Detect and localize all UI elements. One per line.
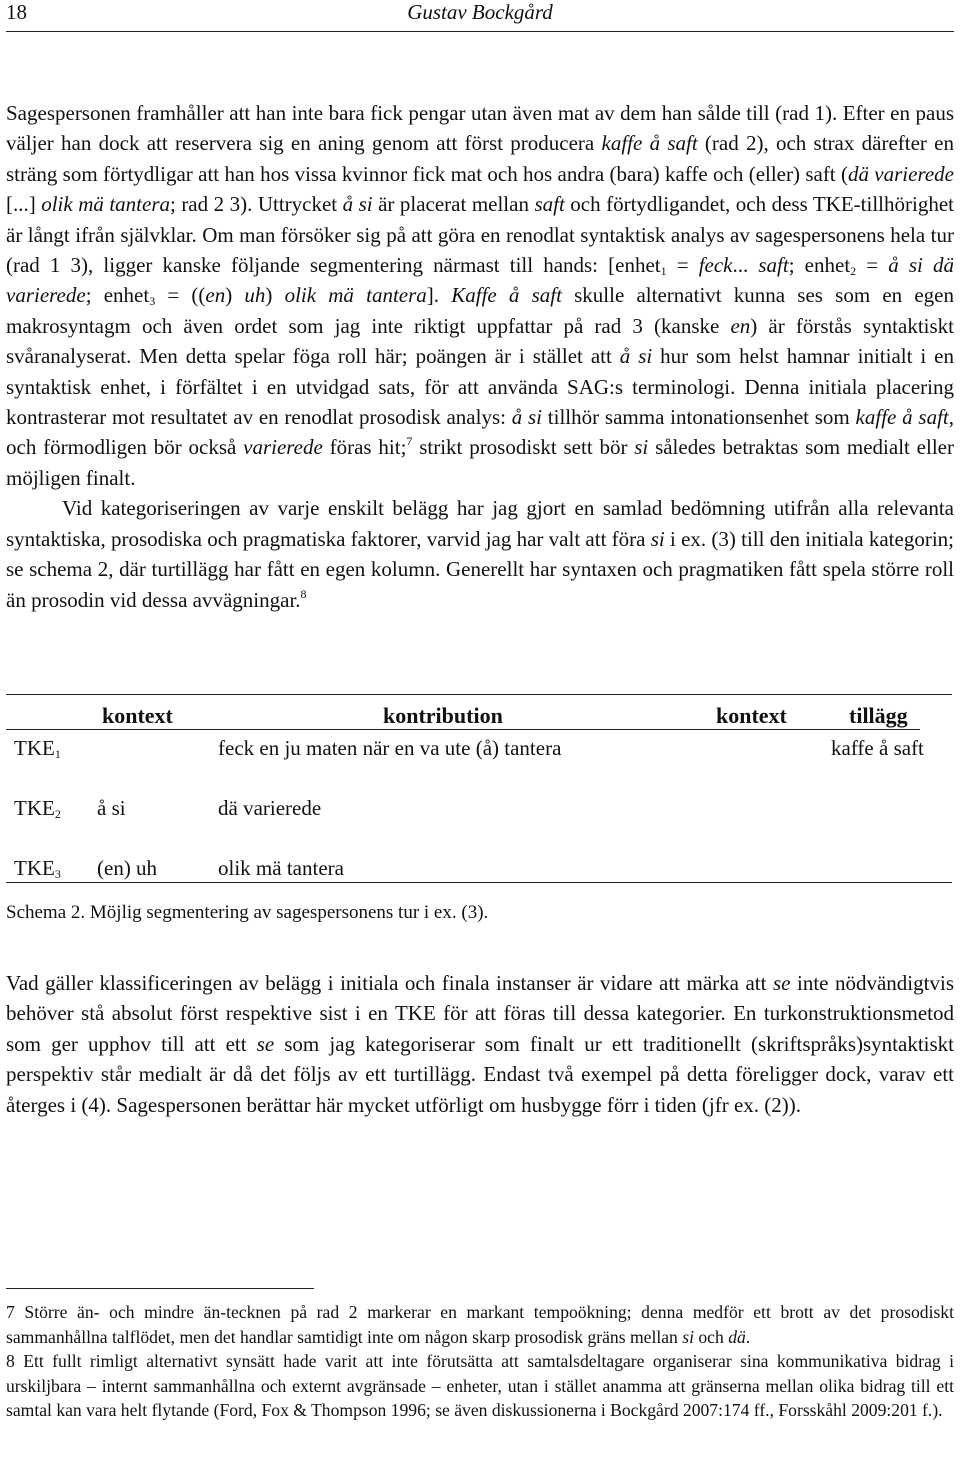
schema-row-3-contribution: olik mä tantera [218, 856, 344, 880]
footnote-ref-8[interactable]: 8 [300, 586, 307, 601]
body-text-lower [6, 968, 954, 1120]
schema-row-1-addition: kaffe å saft [831, 736, 924, 760]
footnote-ref-7[interactable]: 7 [406, 434, 413, 449]
schema-row-3-label: $TKE_3$ [14, 856, 61, 881]
paragraph-1: Sagespersonen framhåller att han inte bara fick pengar utan även mat av dem han sålde till (rad 1). Efter en paus väljer han dock att reservera sig en aning genom att först producera kaffe å saft (rad 2), och strax därefter en sträng som förtydligar att han hos vissa kvinnor fick mat och hos andra (bara) kaffe och (eller) saft (dä varierede [...] olik mä tantera; rad 2 3). Uttrycket å si är placerat mellan saft och förtydligandet, och dess TKE-tillhörighet är långt ifrån självklar. Om man försöker sig på att göra en renodlat syntaktisk analys av sagespersonens hela tur (rad 1 3), ligger kanske följande segmentering närmast till hands: [enhet$_1$ = feck... saft; enhet$_2$ = å si dä varierede; enhet$_3$ = ((en) uh) olik mä tantera]. Kaffe å saft skulle alternativt kunna ses som en egen makrosyntagm och även ordet som jag inte riktigt uppfattar på rad 3 (kanske en) är förstås syntaktiskt svåranalyserat. Men detta spelar föga roll här; poängen är i stället att å si hur som helst hamnar initialt i en syntaktisk enhet, i förfältet i en utvidgad sats, för att använda SAG:s terminologi. Denna initiala placering kontrasterar mot resultatet av en renodlat prosodisk analys: å si tillhör samma intonationsenhet som kaffe å saft, och förmodligen bör också varierede föras hit;$^7$ strikt prosodiskt sett bör si således betraktas som medialt eller möjligen finalt. [6, 101, 954, 490]
schema-header-tillagg: tillägg [849, 703, 908, 728]
schema-row-1-contribution: feck en ju maten när en va ute (å) tantera [218, 736, 562, 760]
footnote-8: 8 Ett fullt rimligt alternativt synsätt hade varit att inte förutsätta att samtalsdeltagare organiserar sina kommunikativa bidrag i urskiljbara – internt sammanhållna och externt avgränsade – enheter, utan i stället anamma att gränserna mellan olika bidrag till ett samtal kan vara helt flytande (Ford, Fox & Thompson 1996; se även diskussionerna i Bockgård 2007:174 ff., Forsskåhl 2009:201 f.). [6, 1351, 954, 1420]
footnote-7: 7 Större än- och mindre än-tecknen på rad 2 markerar en markant tempoökning; denna medför ett brott av det prosodiskt sammanhållna talflödet, men det handlar samtidigt inte om någon skarp prosodisk gräns mellan si och dä. [6, 1302, 954, 1347]
schema-header-kontext-1: kontext [102, 703, 173, 728]
schema-row-1-label: $TKE_1$ [14, 736, 61, 761]
schema-header-kontext-2: kontext [716, 703, 787, 728]
footnote-separator [6, 1288, 314, 1289]
schema-row-2-label: $TKE_2$ [14, 796, 61, 821]
schema-caption: Schema 2. Möjlig segmentering av sagespersonens tur i ex. (3). [6, 902, 489, 923]
page-header [6, 0, 954, 26]
schema-top-rule [6, 694, 952, 695]
page-number: 18 [6, 0, 27, 24]
schema-row-3-context: (en) uh [97, 856, 158, 880]
paragraph-3: Vad gäller klassificeringen av belägg i initiala och finala instanser är vidare att märka att se inte nödvändigtvis behöver stå absolut först respektive sist i en TKE för att föras till dessa kategorier. En turkonstruktionsmetod som ger upphov till att ett se som jag kategoriserar som finalt ur ett traditionellt (skriftspråks)syntaktiskt perspektiv står medialt är då det följs av ett turtillägg. Endast två exempel på detta föreligger dock, varav ett återges i (4). Sagespersonen berättar här mycket utförligt om husbygge förr i tiden (jfr ex. (2)). [6, 971, 954, 1117]
body-text-upper [6, 98, 954, 615]
schema-row-2-contribution: dä varierede [218, 796, 322, 820]
schema-bottom-rule [6, 882, 952, 883]
running-head: Gustav Bockgård [407, 0, 553, 24]
header-rule [6, 31, 954, 32]
schema-row-2-context: å si [97, 796, 126, 820]
paragraph-2: Vid kategoriseringen av varje enskilt belägg har jag gjort en samlad bedömning utifrån alla relevanta syntaktiska, prosodiska och pragmatiska faktorer, varvid jag har valt att föra si i ex. (3) till den initiala kategorin; se schema 2, där turtillägg har fått en egen kolumn. Generellt har syntaxen och pragmatiken fått spela större roll än prosodin vid dessa avvägningar.$^8$ [6, 496, 954, 612]
footnotes [6, 1300, 954, 1423]
schema-header-kontribution: kontribution [383, 703, 503, 728]
schema-header-rule [6, 729, 920, 730]
